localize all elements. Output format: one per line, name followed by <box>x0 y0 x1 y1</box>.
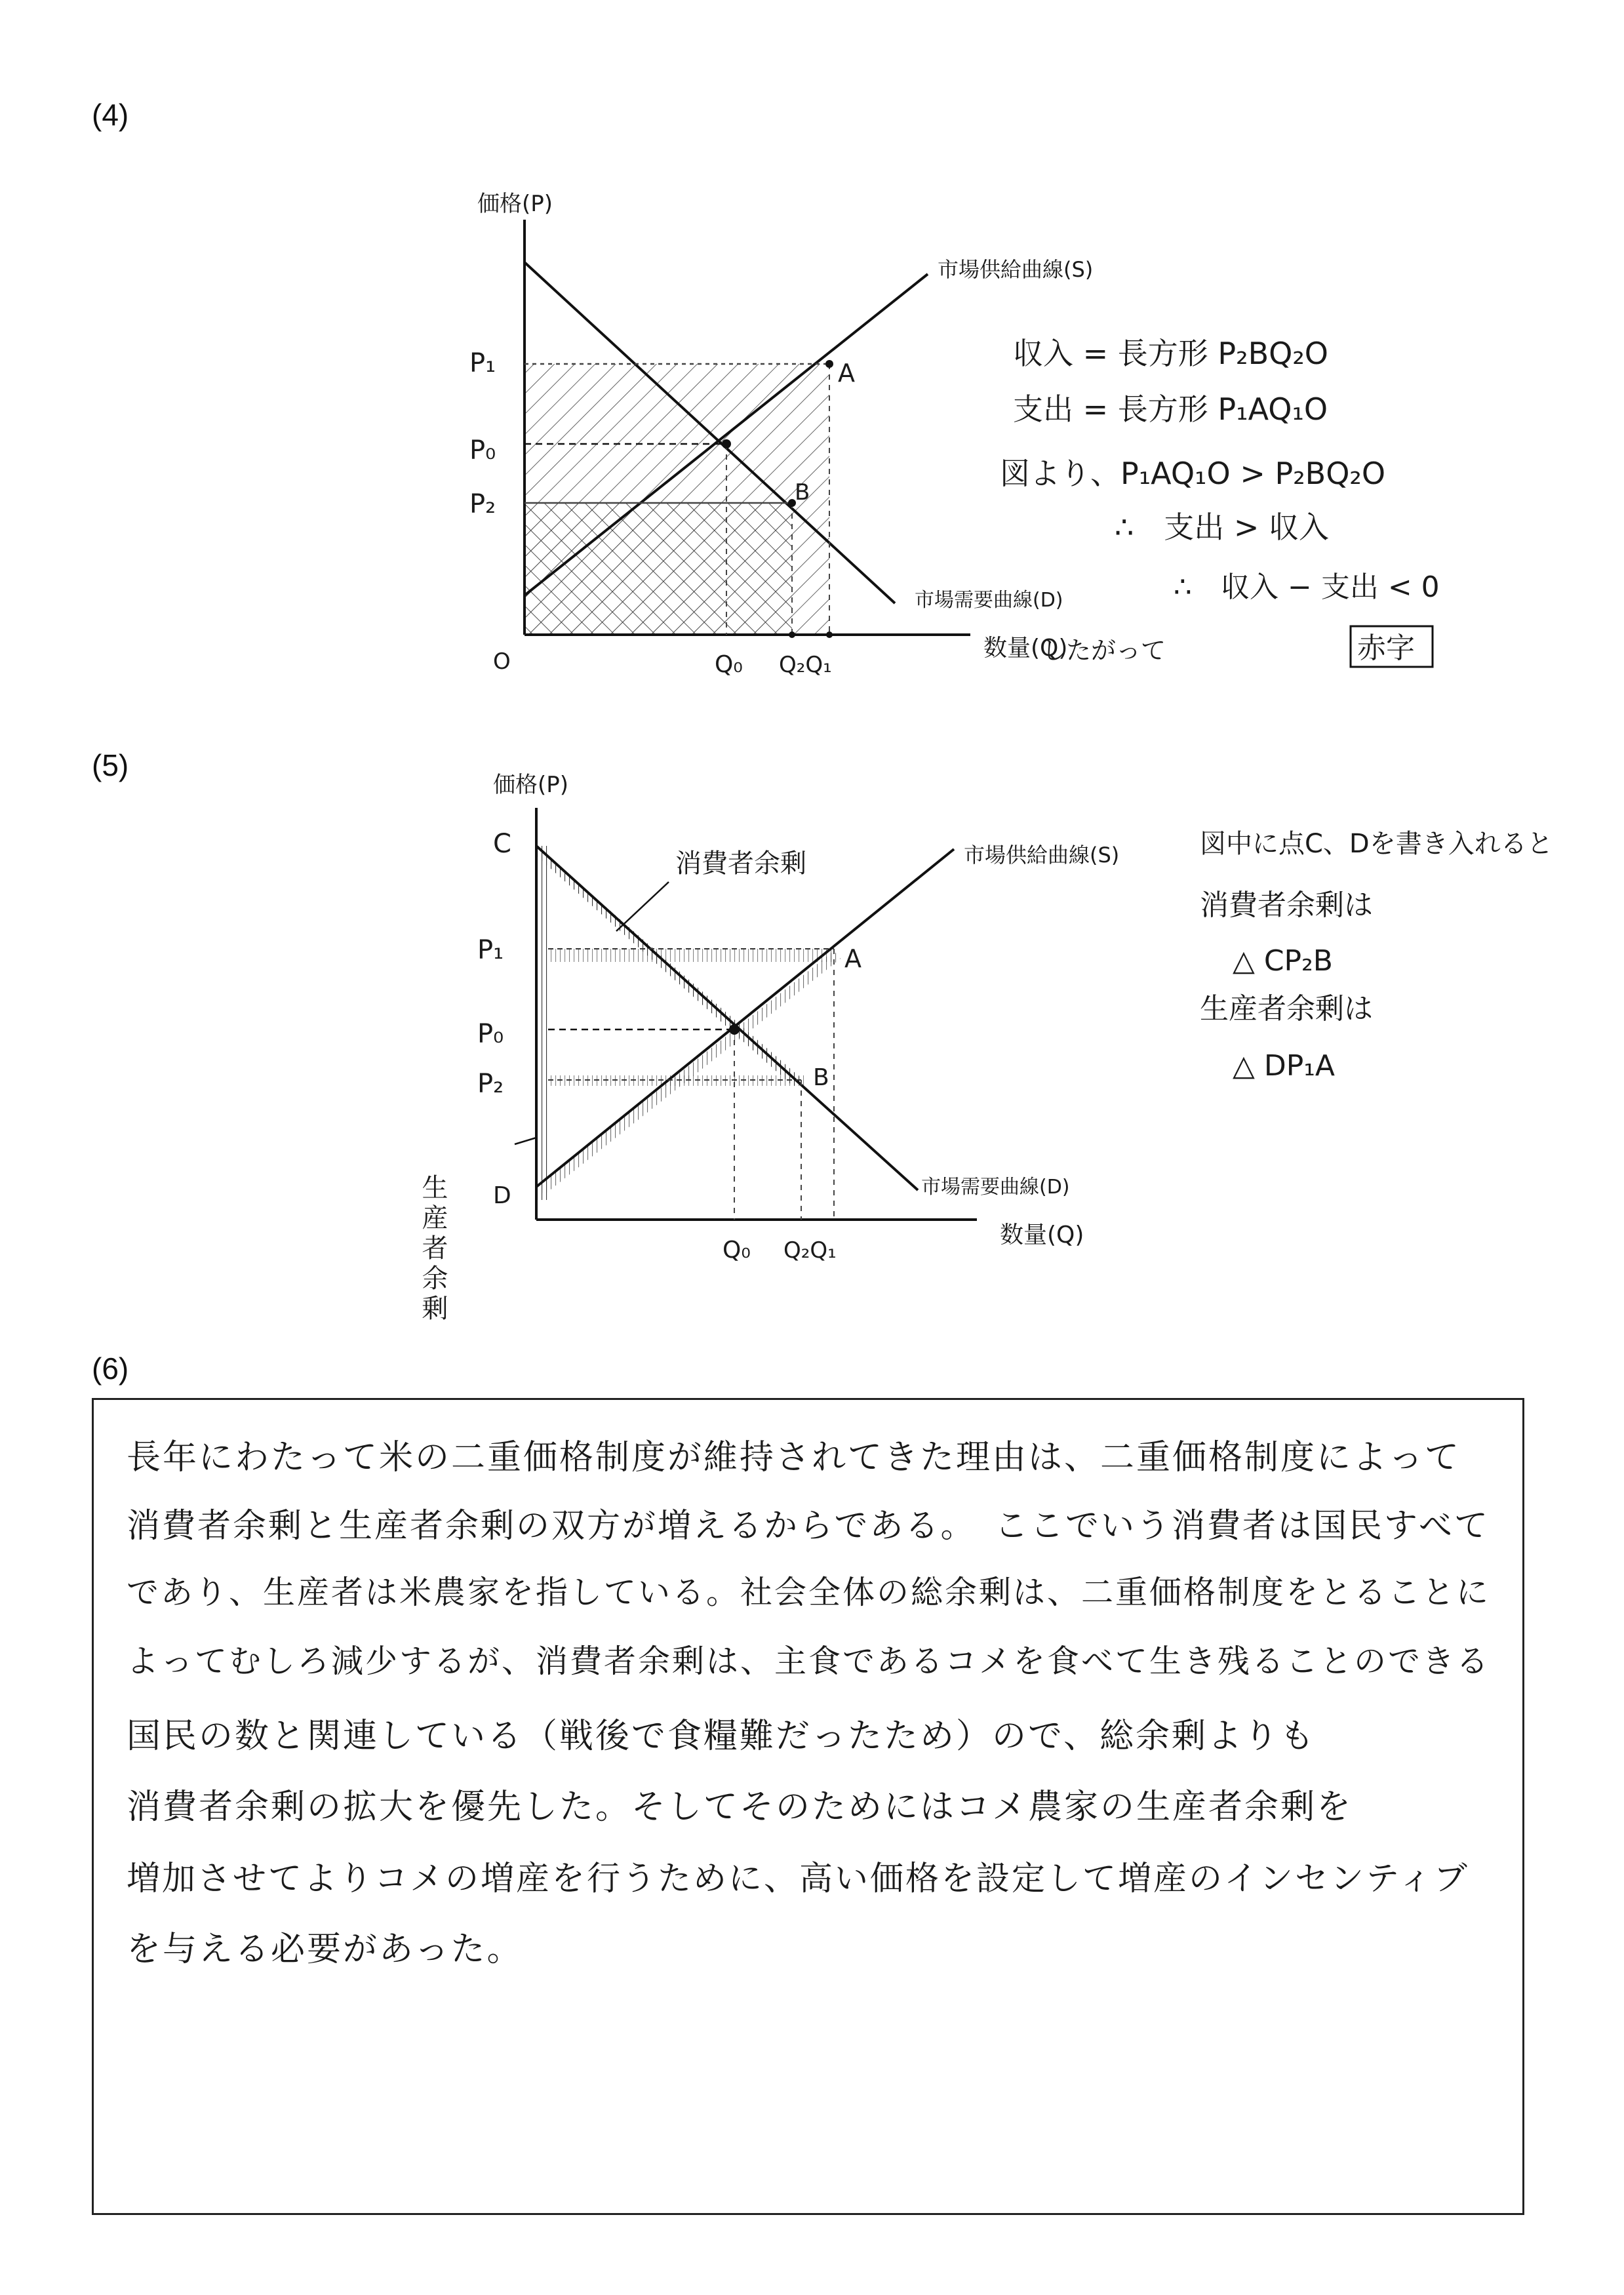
note4-line2: 支出 = 長方形 P₁AQ₁O <box>1013 391 1328 427</box>
note5-line4: 生産者余剰は <box>1200 992 1373 1026</box>
graph-5 <box>418 772 1119 1325</box>
producer-surplus-edge-hatch <box>536 846 548 1200</box>
note5-line1: 図中に点C、Dを書き入れると <box>1200 829 1553 859</box>
note4-line5: ∴ 収入 − 支出 < 0 <box>1174 570 1440 604</box>
q0-label-5: Q₀ <box>723 1237 751 1264</box>
y-axis-label: 価格(P) <box>477 191 553 217</box>
point-a-label: A <box>838 359 855 388</box>
point-b-label: B <box>795 479 810 506</box>
graph-4 <box>469 191 1093 678</box>
note4-line3: 図より、P₁AQ₁O > P₂BQ₂O <box>1000 456 1386 491</box>
answer-line: よってむしろ減少するが、消費者余剰は、主食であるコメを食べて生き残ることのできる <box>127 1643 1491 1680</box>
p2-label-5: P₂ <box>477 1069 504 1099</box>
consumer-surplus-label: 消費者余剰 <box>675 848 806 879</box>
demand-label-5: 市場需要曲線(D) <box>921 1176 1070 1199</box>
equilibrium-point <box>722 439 731 449</box>
p0-label: P₀ <box>469 435 496 466</box>
p2-label: P₂ <box>469 489 496 519</box>
note5-line5: △ DP₁A <box>1233 1049 1335 1083</box>
supply-label: 市場供給曲線(S) <box>938 257 1094 282</box>
notes-4 <box>1000 336 1440 667</box>
answer-line: であり、生産者は米農家を指している。社会全体の総余剰は、二重価格制度をとることに <box>127 1574 1491 1611</box>
note4-deficit: 赤字 <box>1357 631 1415 665</box>
x-axis-label: 数量(Q) <box>983 635 1068 662</box>
x-axis-label-5: 数量(Q) <box>1000 1222 1084 1248</box>
note4-line6-prefix: したがって <box>1041 636 1166 665</box>
origin-label: O <box>493 649 511 675</box>
equilibrium-point-5 <box>729 1024 740 1035</box>
demand-label: 市場需要曲線(D) <box>915 589 1063 612</box>
supply-label-5: 市場供給曲線(S) <box>964 843 1120 868</box>
supply-curve-5 <box>536 849 954 1187</box>
note4-line1: 収入 = 長方形 P₂BQ₂O <box>1013 336 1329 371</box>
p0-label-5: P₀ <box>477 1019 504 1049</box>
q0-label: Q₀ <box>715 651 743 678</box>
section-number-4: (4) <box>92 98 129 132</box>
answer-line: を与える必要があった。 <box>127 1930 523 1969</box>
p1-label-5: P₁ <box>477 935 504 965</box>
note4-line4: ∴ 支出 > 収入 <box>1115 509 1330 545</box>
answer-box-6 <box>92 1398 1524 2215</box>
consumer-surplus-pointer <box>616 882 669 931</box>
point-d-label: D <box>493 1182 511 1209</box>
demand-curve-5 <box>536 846 918 1190</box>
point-a-label-5: A <box>844 944 862 973</box>
point-b-label-5: B <box>813 1064 829 1091</box>
note5-line2: 消費者余剰は <box>1200 888 1373 922</box>
answer-line: 増加させてよりコメの増産を行うために、高い価格を設定して増産のインセンティブ <box>127 1860 1469 1898</box>
y-axis-label-5: 価格(P) <box>493 772 569 798</box>
answer-line: 消費者余剰の拡大を優先した。そしてそのためにはコメ農家の生産者余剰を <box>127 1787 1353 1827</box>
q2q1-label: Q₂Q₁ <box>779 652 832 678</box>
point-a <box>825 360 833 368</box>
answer-line: 長年にわたって米の二重価格制度が維持されてきた理由は、二重価格制度によって <box>127 1438 1461 1477</box>
producer-surplus-label: 生産者余剰 <box>418 1174 448 1325</box>
answer-line: 消費者余剰と生産者余剰の双方が増えるからである。 ここでいう消費者は国民すべて <box>127 1507 1490 1546</box>
notes-5 <box>1200 829 1553 1083</box>
q2q1-label-5: Q₂Q₁ <box>783 1237 837 1264</box>
section-number-6: (6) <box>92 1351 129 1386</box>
p1-label: P₁ <box>469 348 496 378</box>
point-c-label: C <box>493 829 511 859</box>
section-number-5: (5) <box>92 748 129 782</box>
answer-line: 国民の数と関連している（戦後で食糧難だったため）ので、総余剰よりも <box>127 1717 1316 1756</box>
note5-line3: △ CP₂B <box>1233 944 1333 978</box>
